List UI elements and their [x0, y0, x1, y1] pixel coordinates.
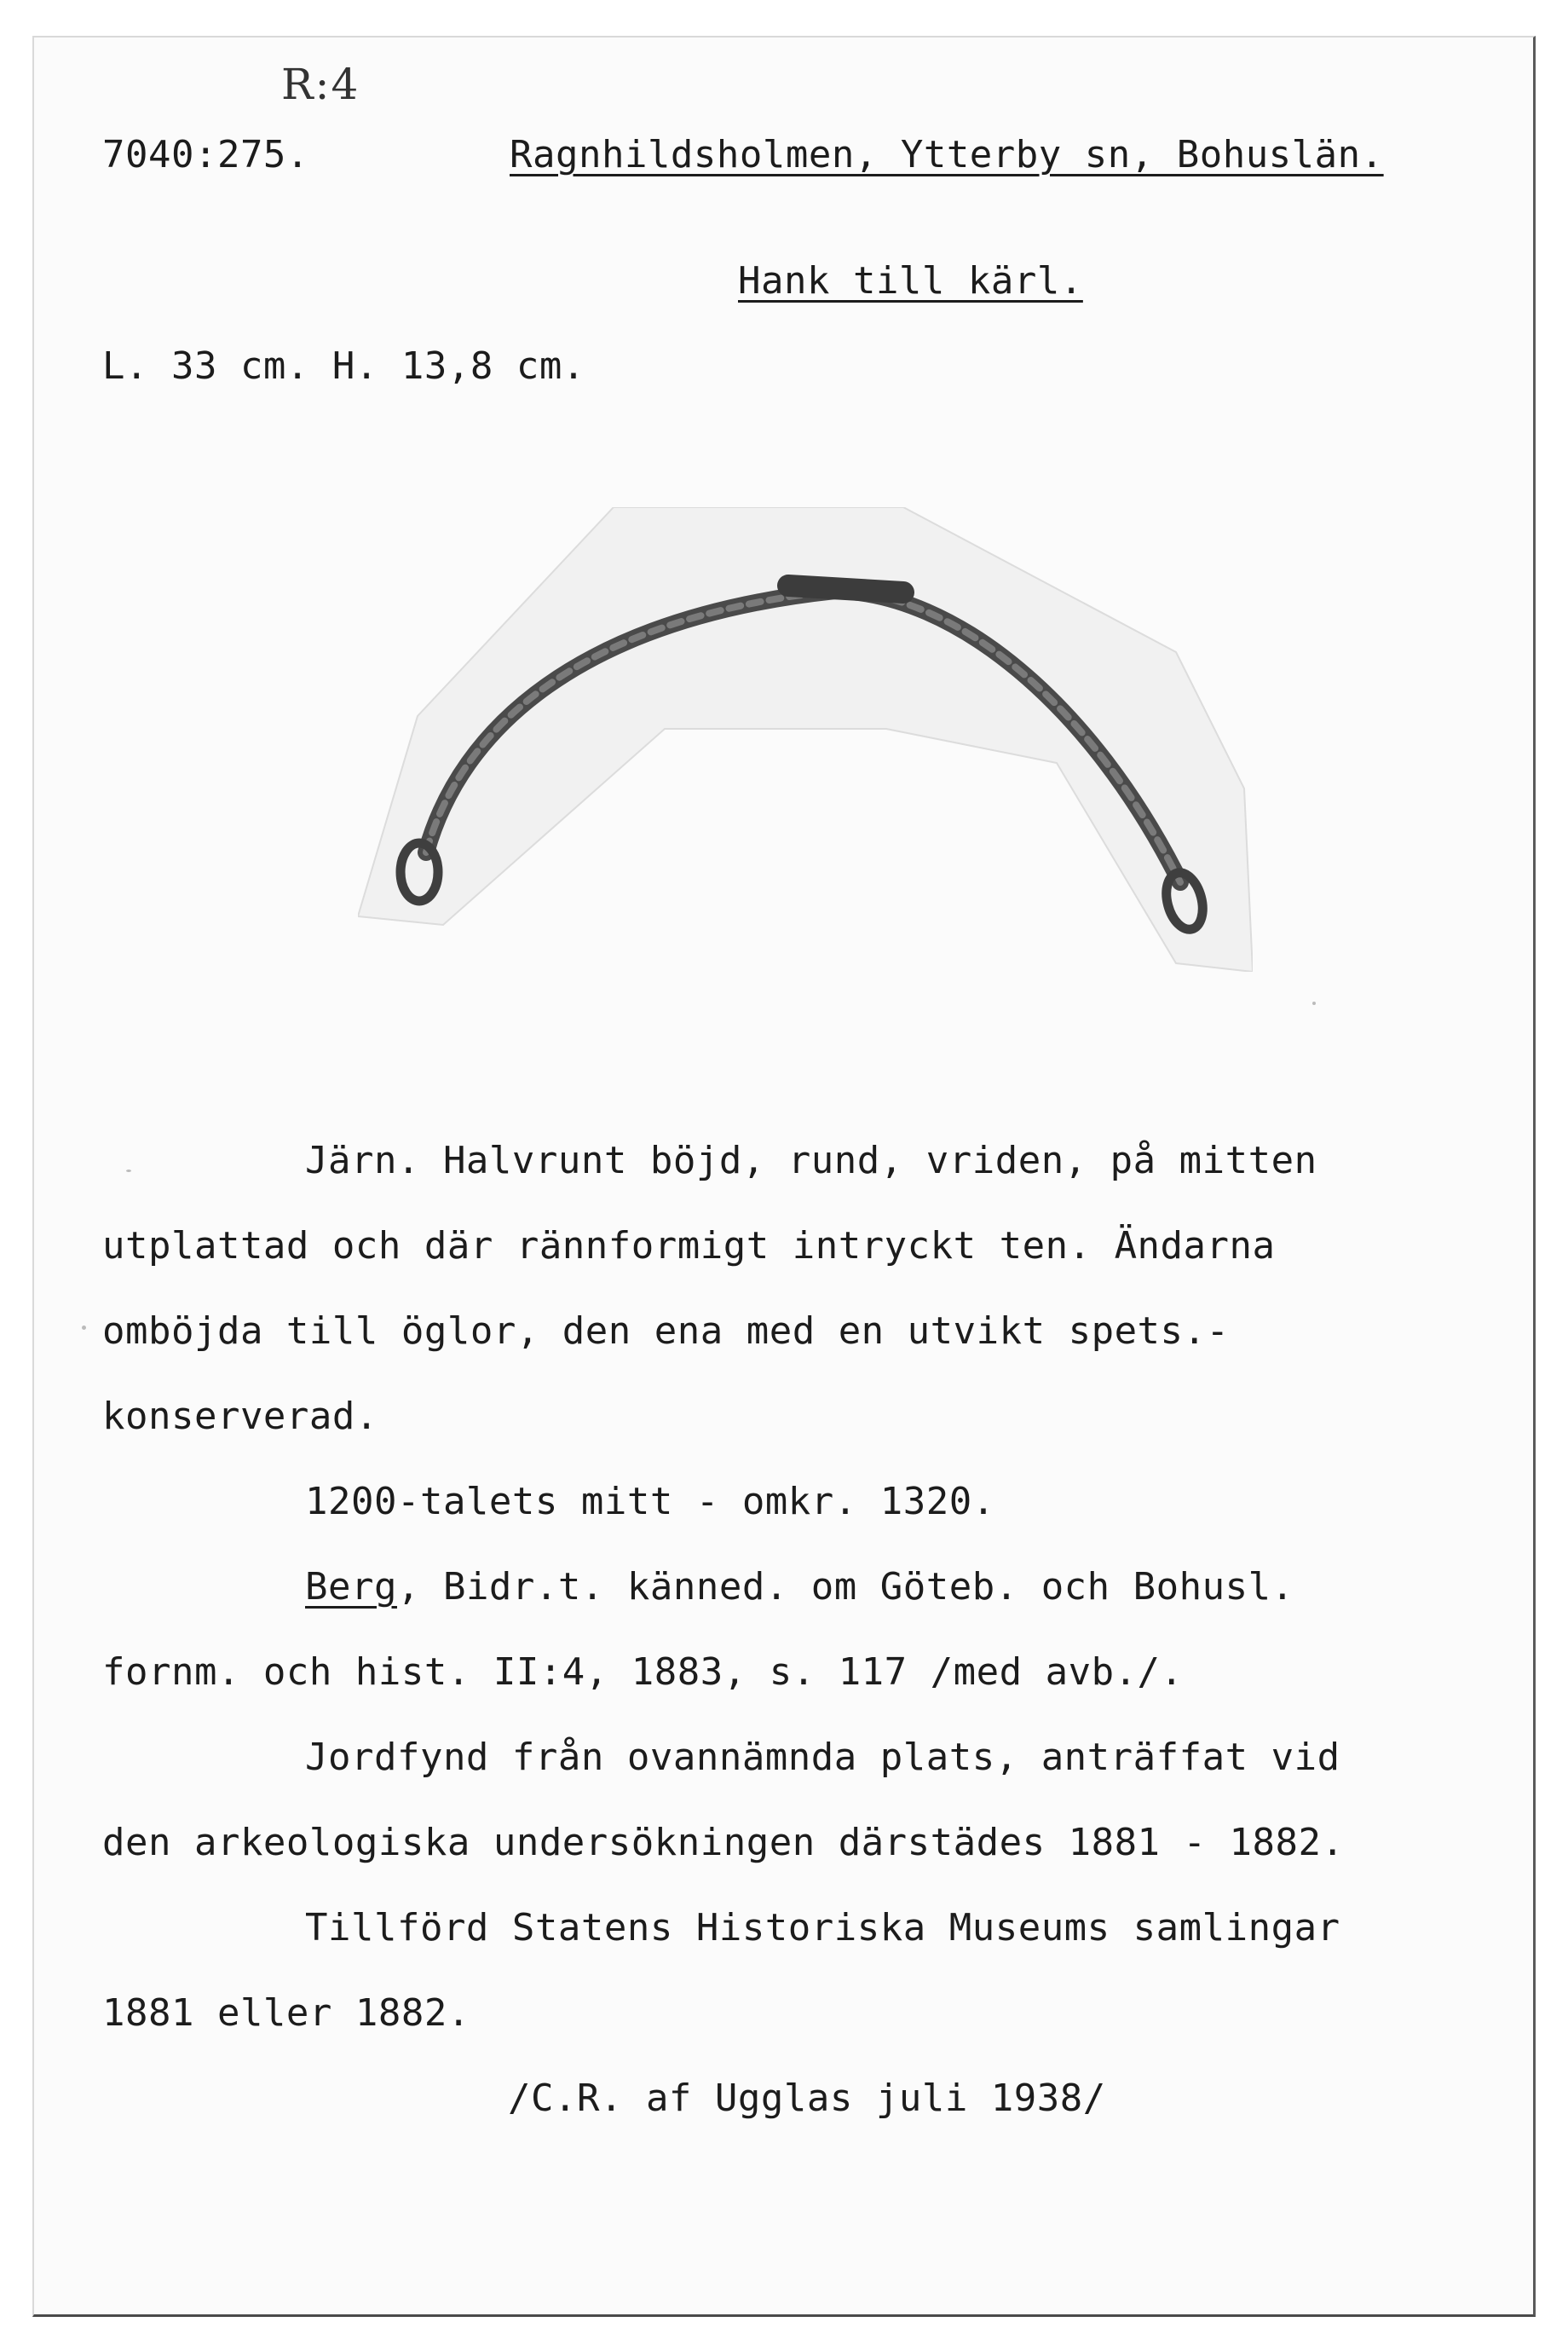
reference-title: , Bidr.t. känned. om Göteb. och Bohusl.: [396, 1565, 1294, 1609]
find-line-2: den arkeologiska undersökningen därstädes 1881 - 1882.: [102, 1821, 1345, 1864]
description-line-1: Järn. Halvrunt böjd, rund, vriden, på mitten: [305, 1139, 1317, 1182]
object-title: Hank till kärl.: [738, 259, 1083, 303]
iron-handle-photo: [358, 507, 1253, 972]
scan-speck: [126, 1170, 131, 1172]
catalog-number: 7040:275.: [102, 133, 309, 176]
provenance-line-1: Tillförd Statens Historiska Museums samlingar: [305, 1906, 1340, 1950]
scan-speck: [1312, 1002, 1316, 1005]
find-line-1: Jordfynd från ovannämnda plats, anträffat vid: [305, 1736, 1340, 1779]
dating: 1200-talets mitt - omkr. 1320.: [305, 1480, 995, 1523]
description-line-4: konserverad.: [102, 1395, 378, 1438]
handwritten-mark: R:4: [281, 60, 360, 109]
signature: /C.R. af Ugglas juli 1938/: [508, 2077, 1106, 2120]
reference-author: Berg: [305, 1565, 397, 1609]
location-heading: Ragnhildsholmen, Ytterby sn, Bohuslän.: [510, 133, 1384, 176]
description-line-3: omböjda till öglor, den ena med en utvikt spets.-: [102, 1309, 1230, 1353]
description-line-2: utplattad och där rännformigt intryckt ten. Ändarna: [102, 1224, 1276, 1268]
scan-speck: [82, 1326, 86, 1330]
reference-line-2: fornm. och hist. II:4, 1883, s. 117 /med avb./.: [102, 1650, 1184, 1694]
dimensions: L. 33 cm. H. 13,8 cm.: [102, 344, 585, 388]
provenance-line-2: 1881 eller 1882.: [102, 1991, 470, 2035]
reference-line-1: [305, 1565, 1294, 1609]
